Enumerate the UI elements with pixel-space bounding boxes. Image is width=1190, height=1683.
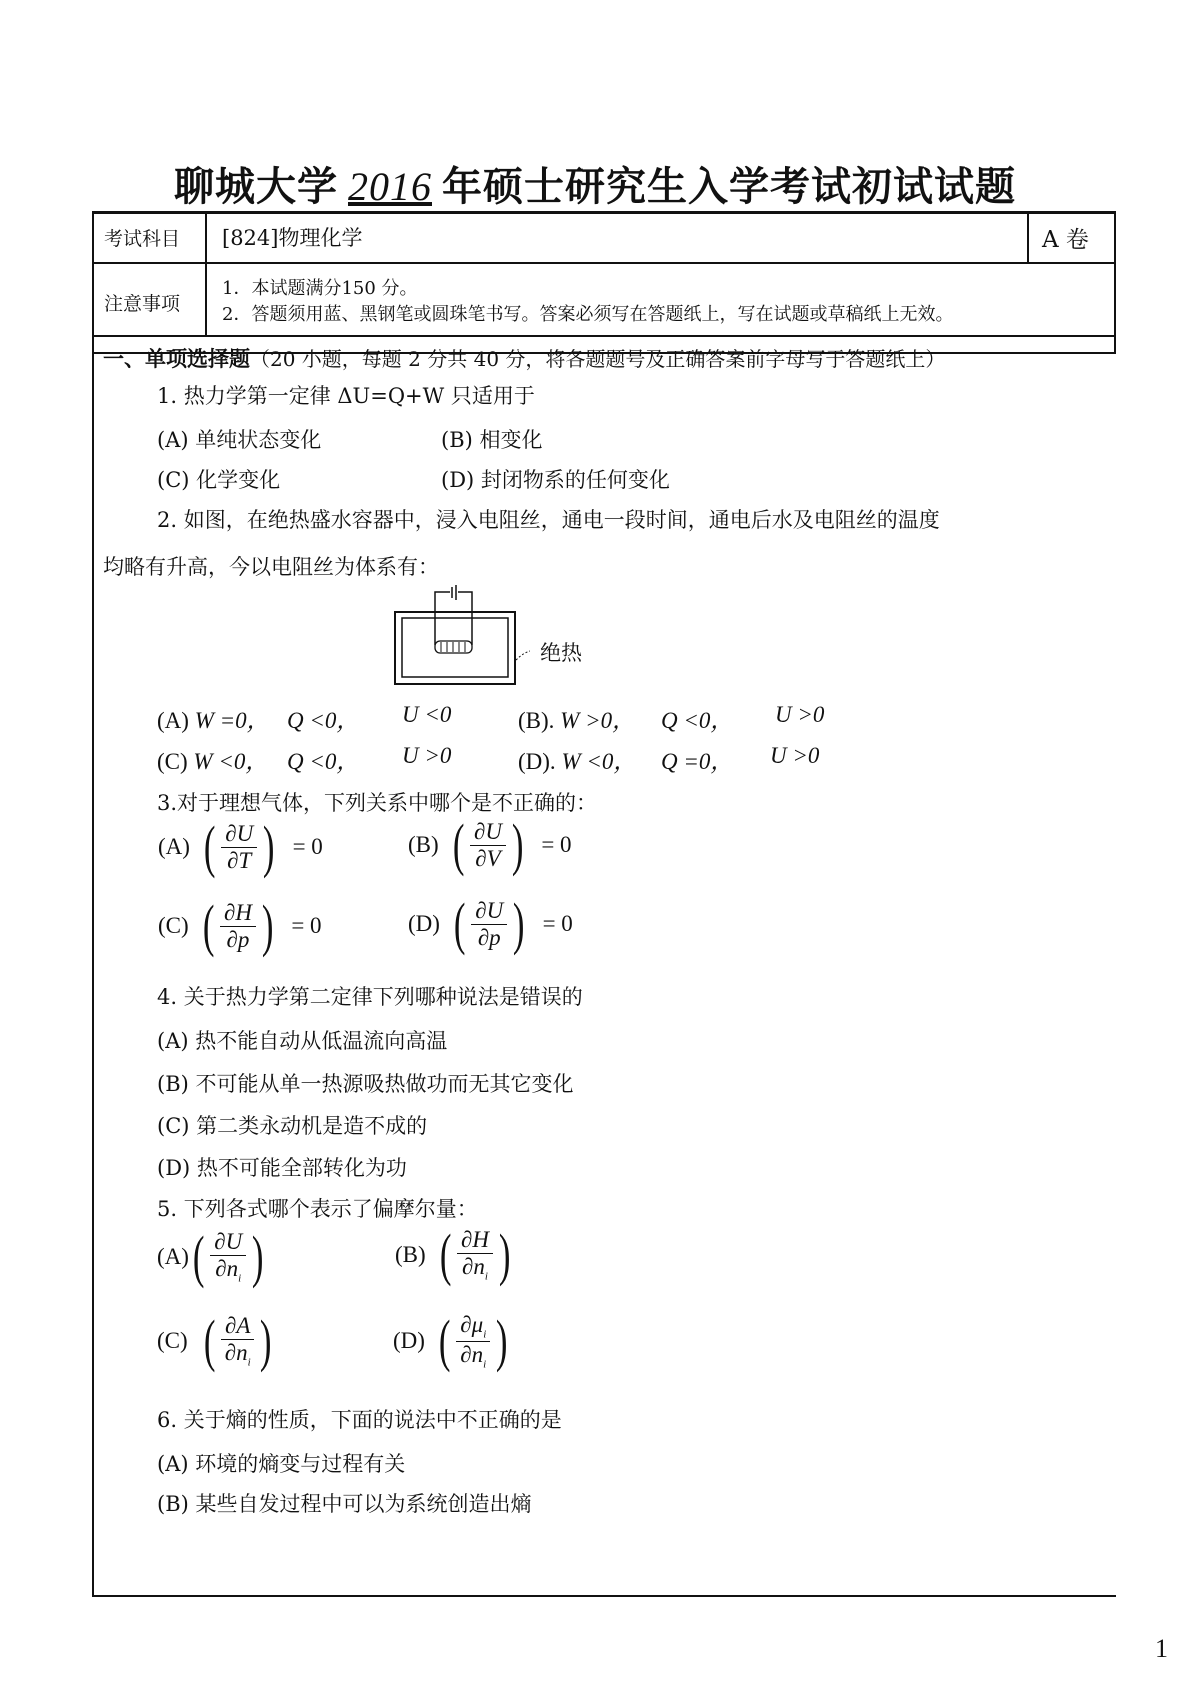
table-divider	[205, 211, 207, 335]
q2-stem-line2: 均略有升高，今以电阻丝为体系有：	[103, 555, 439, 579]
q2-option-c: (C) W <0， Q <0， U >0	[157, 743, 452, 774]
table-border-top	[92, 211, 1116, 214]
q5-stem: 5. 下列各式哪个表示了偏摩尔量：	[157, 1197, 478, 1221]
q3-option-d: (D) ( ∂U ∂p ) = 0	[408, 891, 573, 956]
q6-option-a: (A) 环境的熵变与过程有关	[157, 1452, 406, 1476]
q2-stem-line1: 2. 如图，在绝热盛水容器中，浸入电阻丝，通电一段时间，通电后水及电阻丝的温度	[157, 508, 940, 532]
q1-option-c: (C) 化学变化	[157, 468, 281, 492]
q6-option-b: (B) 某些自发过程中可以为系统创造出熵	[157, 1492, 532, 1516]
q4-option-b: (B) 不可能从单一热源吸热做功而无其它变化	[157, 1072, 574, 1096]
note-2: 2．答题须用蓝、黑钢笔或圆珠笔书写。答案必须写在答题纸上，写在试题或草稿纸上无效。	[222, 304, 954, 325]
q3-option-b: (B) ( ∂U ∂V ) = 0	[408, 812, 572, 877]
figure-label-insulated: 绝热	[540, 641, 582, 665]
q4-option-a: (A) 热不能自动从低温流向高温	[157, 1029, 448, 1053]
q6-stem: 6. 关于熵的性质，下面的说法中不正确的是	[157, 1408, 562, 1432]
q4-option-c: (C) 第二类永动机是造不成的	[157, 1114, 428, 1138]
q4-option-d: (D) 热不可能全部转化为功	[157, 1156, 407, 1180]
subject-label: 考试科目	[104, 228, 181, 250]
q2-option-d: (D). W <0， Q =0， U >0	[518, 743, 820, 774]
paper-version: A 卷	[1042, 227, 1089, 253]
page-number: 1	[1155, 1634, 1168, 1663]
q5-option-a: (A) ( ∂U $\partial n_i$ )	[157, 1224, 264, 1289]
table-divider	[92, 335, 1116, 337]
q1-stem: 1. 热力学第一定律 ΔU=Q+W 只适用于	[157, 384, 535, 408]
q1-option-a: (A) 单纯状态变化	[157, 428, 322, 452]
subject-value: [824]物理化学	[222, 226, 363, 250]
q3-option-c: (C) ( ∂H ∂p ) = 0	[158, 893, 322, 958]
q2-option-a: (A) W =0， Q <0， U <0	[157, 702, 452, 733]
table-border-bottom	[92, 1595, 1116, 1597]
q5-option-b: (B) ( ∂H $\partial n_i$ )	[395, 1222, 511, 1287]
insulated-container-figure	[390, 585, 530, 690]
table-divider	[1027, 211, 1029, 262]
q5-option-d: (D) ( $\partial\mu_i$ $\partial n_i$ )	[393, 1308, 508, 1374]
section-heading: 一、单项选择题（20 小题，每题 2 分共 40 分，将各题题号及正确答案前字母写于答题纸上）	[103, 346, 946, 371]
exam-title: 聊城大学 2016 年硕士研究生入学考试初试试题	[174, 163, 1016, 210]
table-border-left	[92, 211, 94, 1597]
notes-label: 注意事项	[104, 293, 181, 315]
q5-option-c: (C) ( ∂A $\partial n_i$ )	[157, 1308, 272, 1373]
q3-option-a: (A) ( ∂U ∂T ) = 0	[158, 814, 323, 879]
q1-option-d: (D) 封闭物系的任何变化	[441, 468, 670, 492]
q1-option-b: (B) 相变化	[441, 428, 543, 452]
q3-stem: 3.对于理想气体，下列关系中哪个是不正确的：	[157, 791, 598, 815]
q4-stem: 4. 关于热力学第二定律下列哪种说法是错误的	[157, 985, 583, 1009]
table-border-right	[1114, 211, 1116, 352]
q2-option-b: (B). W >0， Q <0， U >0	[518, 702, 825, 733]
note-1: 1．本试题满分150 分。	[222, 278, 418, 299]
table-divider	[92, 262, 1116, 264]
